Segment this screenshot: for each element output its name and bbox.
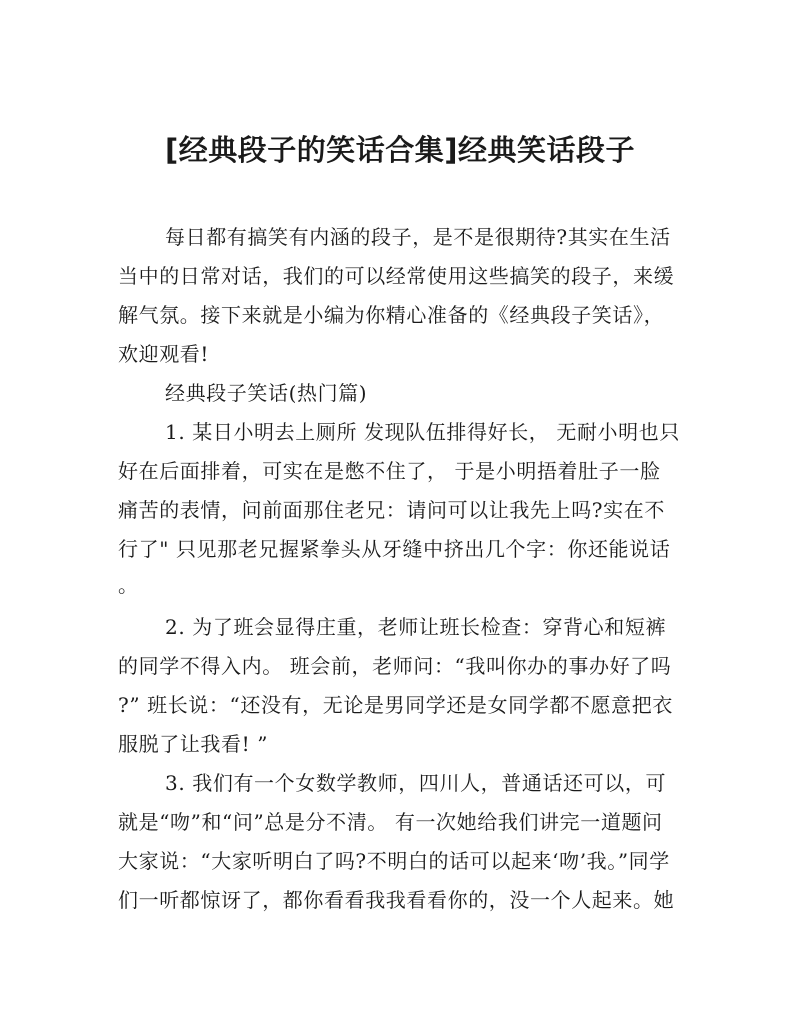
paragraph-line: 3. 我们有一个女数学教师，四川人，普通话还可以，可 <box>165 771 667 795</box>
section-heading: 经典段子笑话(热门篇) <box>165 381 368 405</box>
paragraph-line: 的同学不得入内。 班会前，老师问：“我叫你办的事办好了吗 <box>118 654 672 678</box>
paragraph-line: 解气氛。接下来就是小编为你精心准备的《经典段子笑话》， <box>118 303 665 327</box>
paragraph-line: 服脱了让我看! ” <box>118 732 269 756</box>
paragraph-line: ?” 班长说：“还没有，无论是男同学还是女同学都不愿意把衣 <box>118 693 673 717</box>
paragraph-line: 欢迎观看! <box>118 342 210 366</box>
document-title: [经典段子的笑话合集]经典笑话段子 <box>164 133 635 167</box>
paragraph-line: 2. 为了班会显得庄重，老师让班长检查：穿背心和短裤 <box>165 615 667 639</box>
paragraph-line: 。 <box>118 573 139 597</box>
paragraph-line: 好在后面排着，可实在是憋不住了， 于是小明捂着肚子一脸 <box>118 459 661 483</box>
paragraph-line: 大家说：“大家听明白了吗?不明白的话可以起来‘吻’我。”同学 <box>118 849 670 873</box>
paragraph-line: 1. 某日小明去上厕所 发现队伍排得好长， 无耐小明也只 <box>165 420 680 444</box>
paragraph-line: 痛苦的表情，问前面那住老兄：请问可以让我先上吗?实在不 <box>118 498 665 522</box>
paragraph-line: 每日都有搞笑有内涵的段子，是不是很期待?其实在生活 <box>165 225 671 249</box>
paragraph-line: 行了" 只见那老兄握紧拳头从牙缝中挤出几个字：你还能说话 <box>118 537 671 561</box>
paragraph-line: 就是“吻”和“问”总是分不清。 有一次她给我们讲完一道题问 <box>118 810 663 834</box>
paragraph-line: 当中的日常对话，我们的可以经常使用这些搞笑的段子，来缓 <box>118 264 675 288</box>
paragraph-line: 们一听都惊讶了，都你看看我我看看你的，没一个人起来。她 <box>118 888 675 912</box>
